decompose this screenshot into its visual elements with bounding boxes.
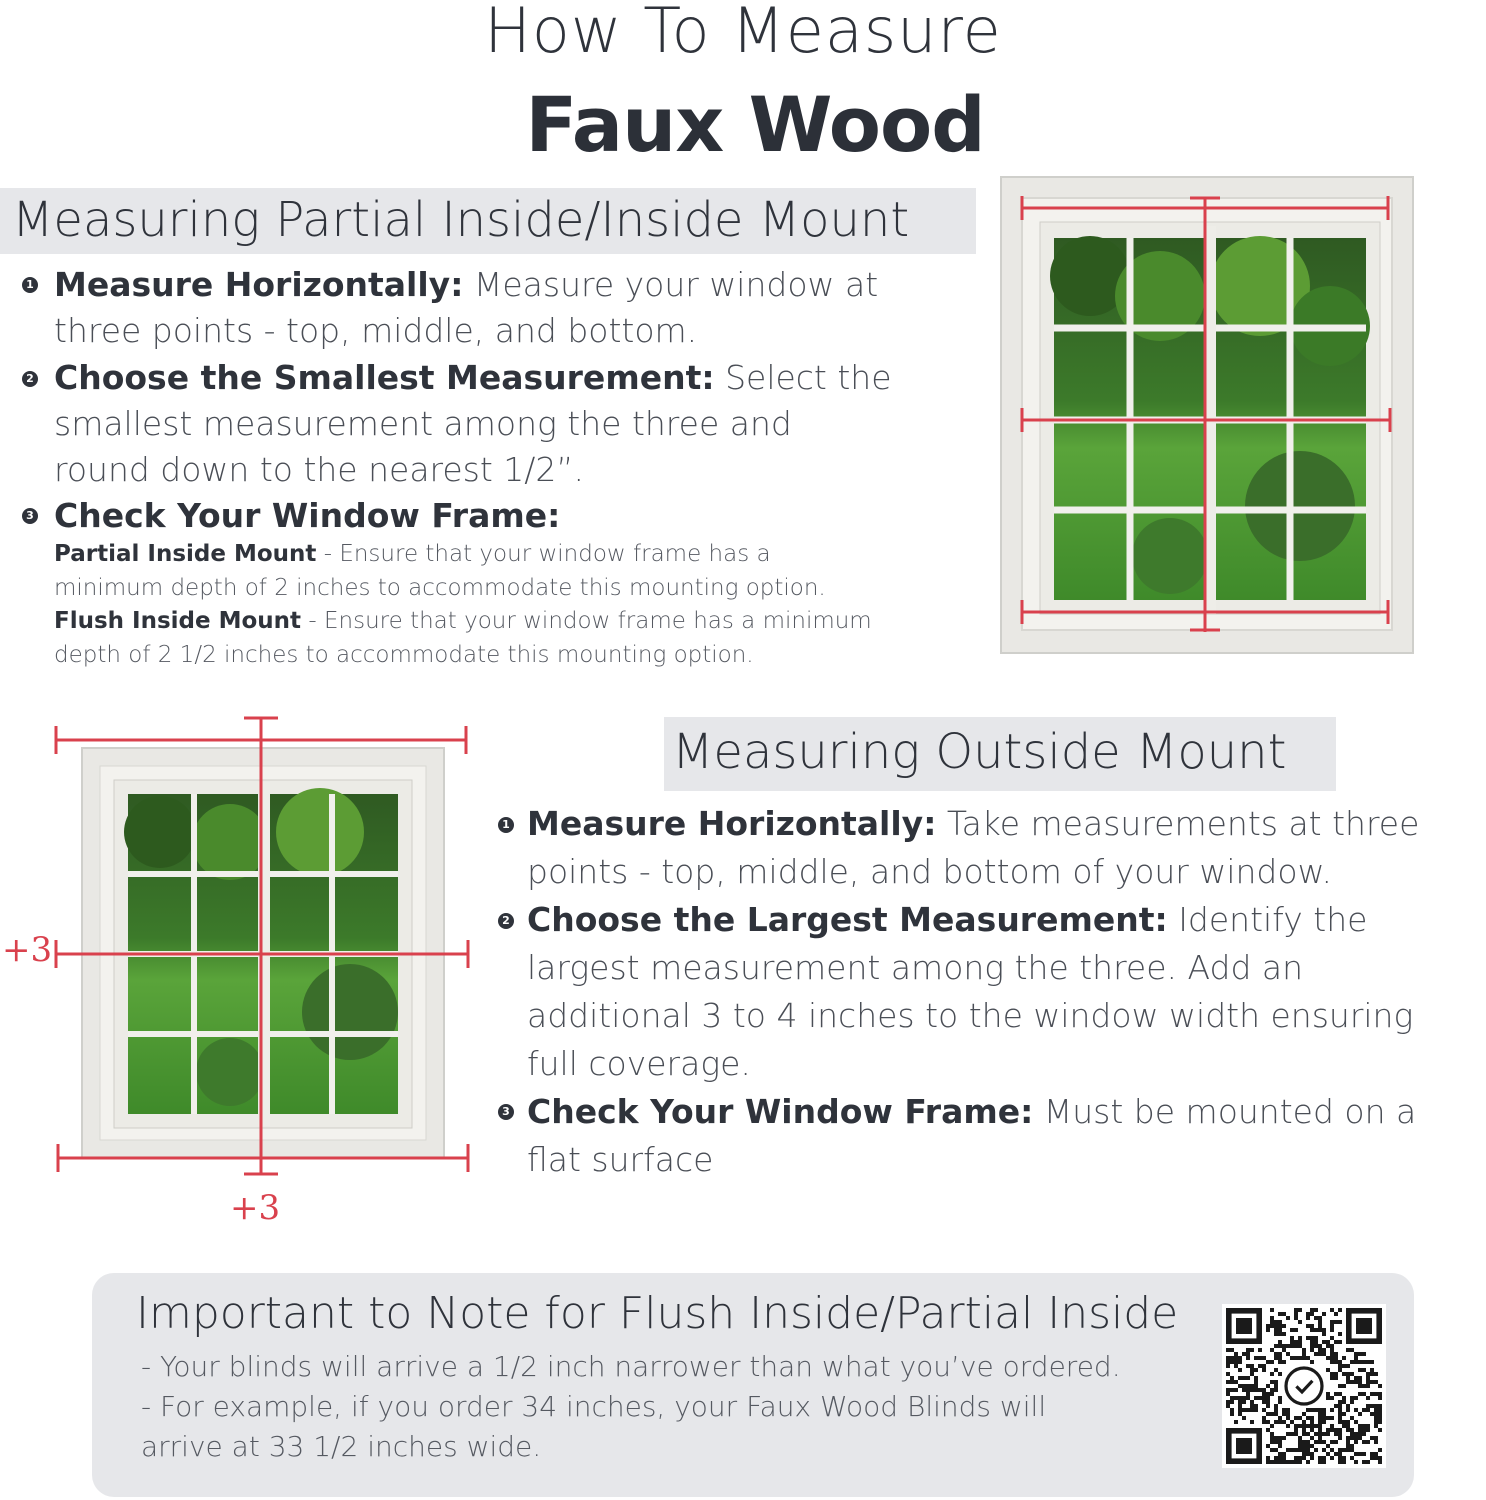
frame-note-text: minimum depth of 2 inches to accommodate this mounting option. xyxy=(54,575,826,601)
qr-code-icon[interactable] xyxy=(1222,1304,1386,1468)
frame-note-lead: Partial Inside Mount xyxy=(54,541,317,567)
step-number-2: 2 xyxy=(498,913,514,929)
section-heading-outside-mount: Measuring Outside Mount xyxy=(664,717,1336,791)
step-choose-smallest xyxy=(54,355,974,493)
frame-note-partial xyxy=(54,537,994,605)
step-lead: Choose the Smallest Measurement: xyxy=(54,358,715,397)
step-lead: Measure Horizontally: xyxy=(527,804,937,843)
step-lead: Check Your Window Frame: xyxy=(527,1092,1034,1131)
step-number-1: 1 xyxy=(22,277,38,293)
important-note-line: - Your blinds will arrive a 1/2 inch narrower than what you’ve ordered. xyxy=(141,1350,1121,1383)
section-heading-partial-inside: Measuring Partial Inside/Inside Mount xyxy=(0,188,976,254)
step-text: additional 3 to 4 inches to the window width ensuring xyxy=(527,996,1414,1035)
step-measure-horizontally xyxy=(54,262,954,354)
step-lead: Check Your Window Frame: xyxy=(54,496,561,535)
frame-note-lead: Flush Inside Mount xyxy=(54,608,302,634)
step-text: points - top, middle, and bottom of your window. xyxy=(527,852,1333,891)
step-choose-largest xyxy=(527,896,1485,1088)
important-note-line: arrive at 33 1/2 inches wide. xyxy=(141,1430,542,1463)
plus-three-side-label: +3 xyxy=(2,930,53,970)
step-text: Must be mounted on a xyxy=(1043,1092,1417,1131)
step-lead: Choose the Largest Measurement: xyxy=(527,900,1168,939)
step-number-2: 2 xyxy=(22,371,38,387)
step-text: largest measurement among the three. Add an xyxy=(527,948,1304,987)
outside-mount-window-illustration xyxy=(0,712,480,1232)
frame-note-text: - Ensure that your window frame has a xyxy=(316,541,771,567)
plus-three-bottom-label: +3 xyxy=(230,1188,281,1228)
step-number-1: 1 xyxy=(498,817,514,833)
step-check-frame xyxy=(54,493,954,539)
step-measure-horizontally-outside xyxy=(527,800,1485,896)
important-note-line: - For example, if you order 34 inches, your Faux Wood Blinds will xyxy=(141,1390,1047,1423)
badge-check-icon xyxy=(1286,1368,1322,1404)
frame-note-flush xyxy=(54,604,994,672)
page-title-main: Faux Wood xyxy=(525,80,985,169)
step-check-frame-outside xyxy=(527,1088,1485,1184)
step-text: three points - top, middle, and bottom. xyxy=(54,311,698,350)
page-title-top: How To Measure xyxy=(484,0,1002,67)
step-text: Take measurements at three xyxy=(946,804,1420,843)
frame-note-text: - Ensure that your window frame has a minimum xyxy=(301,608,872,634)
step-text: flat surface xyxy=(527,1140,714,1179)
step-lead: Measure Horizontally: xyxy=(54,265,464,304)
step-text: Select the xyxy=(725,358,892,397)
step-number-3: 3 xyxy=(498,1104,514,1120)
inside-mount-window-illustration xyxy=(1000,176,1414,654)
frame-note-text: depth of 2 1/2 inches to accommodate this mounting option. xyxy=(54,642,754,668)
important-note-title: Important to Note for Flush Inside/Partial Inside xyxy=(136,1288,1179,1339)
step-text: smallest measurement among the three and xyxy=(54,404,792,443)
step-text: round down to the nearest 1/2”. xyxy=(54,450,584,489)
step-number-3: 3 xyxy=(22,508,38,524)
step-text: Measure your window at xyxy=(473,265,879,304)
step-text: full coverage. xyxy=(527,1044,751,1083)
step-text: Identify the xyxy=(1178,900,1368,939)
